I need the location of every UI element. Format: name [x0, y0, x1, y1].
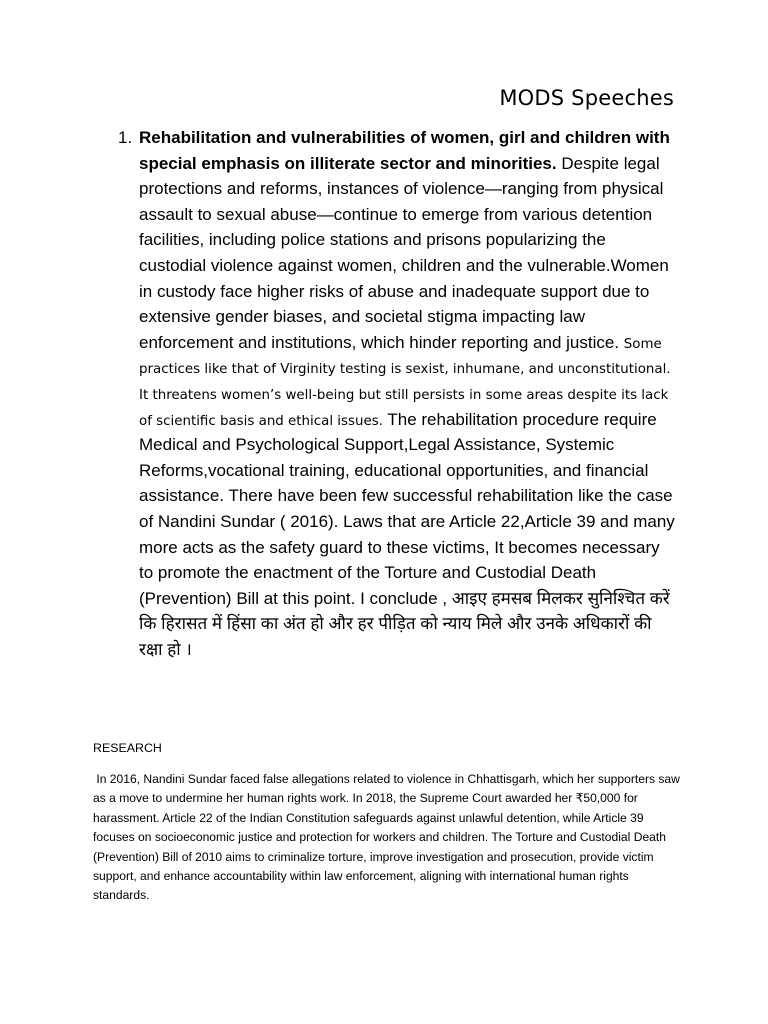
research-body: In 2016, Nandini Sundar faced false allegations related to violence in Chhattisgarh, which her supporters saw as a move to undermine her human rights work. In 2018, the Supreme Court awarded her ₹50,000 for harassment. Article 22 of the Indian Constitution safeguards against unlawful detention, while Article 39 focuses on socioeconomic justice and protection for workers and children. The Torture and Custodial Death (Prevention) Bill of 2010 aims to criminalize torture, improve investigation and prosecution, provide victim support, and enhance accountability within law enforcement, aligning with international human rights standards.	[93, 772, 680, 903]
hindi-closing: आइए हमसब मिलकर सुनिश्चित करें कि हिरासत में हिंसा का अंत हो और हर पीड़ित को न्याय मिले और उनके अधिकारों की रक्षा हो ।	[139, 588, 670, 659]
research-label: RESEARCH	[93, 741, 162, 755]
paragraph-part-1: Despite legal protections and reforms, instances of violence—ranging from physical assault to sexual abuse—continue to emerge from various detention facilities, including police stations and prisons popularizing the custodial violence against women, children and the vulnerable.Women in custody face higher risks of abuse and inadequate support due to extensive gender biases, and societal stigma impacting law enforcement and institutions, which hinder reporting and justice.	[139, 153, 669, 352]
item-heading: Rehabilitation and vulnerabilities of women, girl and children with special emphasis on illiterate sector and minorities.	[139, 128, 670, 173]
paragraph-part-2: The rehabilitation procedure require Medical and Psychological Support,Legal Assistance, Systemic Reforms,vocational training, educational opportunities, and financial assistance. There have been few successful rehabilitation like the case of Nandini Sundar ( 2016). Laws that are Article 22,Article 39 and many more acts as the safety guard to these victims, It becomes necessary to promote the enactment of the Torture and Custodial Death (Prevention) Bill at this point. I conclude ,	[139, 409, 675, 608]
list-item-number: 1.	[118, 128, 133, 147]
document-title: MODS Speeches	[499, 86, 674, 110]
paragraph-small-run: Some practices like that of Virginity testing is sexist, inhumane, and unconstitutional. It threatens women’s well-being but still persists in some areas despite its lack of scientific basis and ethical issues.	[139, 336, 671, 429]
list-item-body	[139, 125, 677, 662]
